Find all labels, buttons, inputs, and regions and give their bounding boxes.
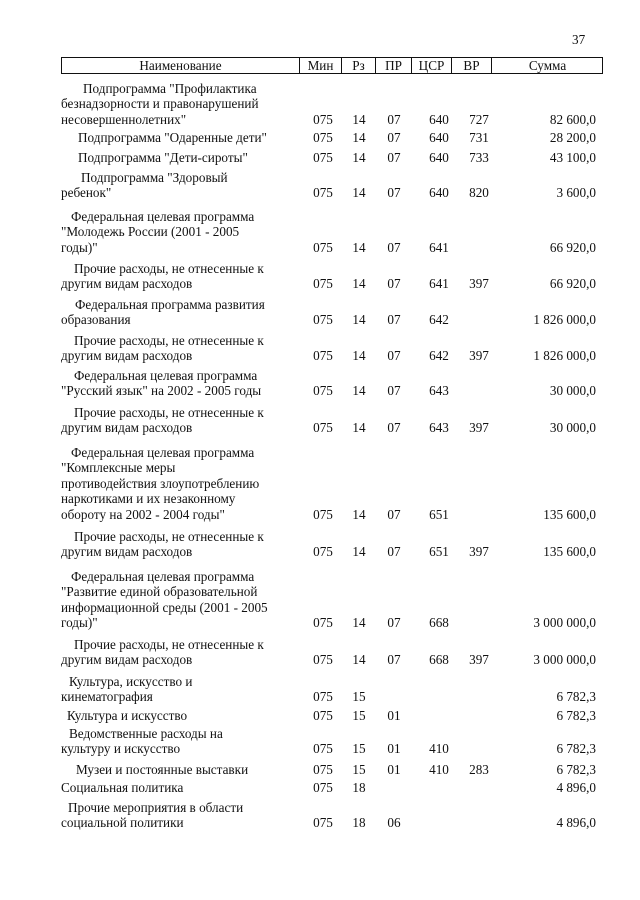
row-name [61,297,286,328]
table-row [0,726,640,757]
row-name-line: другим видам расходов [61,348,193,364]
row-name-line: Прочие расходы, не отнесенные к [74,261,264,276]
cell-min: 075 [313,506,333,522]
cell-rz: 14 [352,276,366,292]
cell-vr: 397 [469,544,489,560]
row-name-line: Ведомственные расходы на [69,726,223,741]
table-row [0,800,640,831]
page-number: 37 [572,32,586,47]
cell-rz: 14 [352,544,366,560]
cell-rz: 14 [352,239,366,255]
cell-min: 075 [313,779,333,795]
cell-min: 075 [313,276,333,292]
row-name-line: "Развитие единой образовательной [61,584,258,600]
cell-min: 075 [313,129,333,145]
cell-min: 075 [313,420,333,436]
row-name [61,333,286,364]
cell-sum: 66 920,0 [549,276,596,292]
cell-rz: 18 [352,815,366,831]
row-name [61,81,286,127]
row-name-line: образования [61,312,131,328]
cell-vr: 731 [469,129,489,145]
row-name-line: Прочие расходы, не отнесенные к [74,529,264,544]
cell-csr: 410 [429,761,449,777]
cell-min: 075 [313,689,333,705]
row-name [61,800,286,831]
cell-csr: 641 [429,276,449,292]
cell-pr: 07 [387,129,401,145]
cell-sum: 30 000,0 [549,383,596,399]
cell-sum: 6 782,3 [556,741,596,757]
row-name [61,637,286,668]
cell-rz: 14 [352,506,366,522]
cell-pr: 07 [387,615,401,631]
cell-pr: 01 [387,707,401,723]
cell-rz: 14 [352,420,366,436]
cell-sum: 6 782,3 [556,689,596,705]
cell-pr: 07 [387,276,401,292]
cell-vr: 733 [469,149,489,165]
header-pr: ПР [375,58,411,73]
cell-pr: 07 [387,420,401,436]
cell-rz: 14 [352,312,366,328]
row-name-line: Социальная политика [61,780,184,795]
table-row [0,637,640,668]
cell-vr: 727 [469,111,489,127]
cell-csr: 642 [429,348,449,364]
row-name-line: кинематография [61,689,153,705]
cell-pr: 07 [387,506,401,522]
row-name-line: Подпрограмма "Одаренные дети" [78,130,267,145]
row-name-line: Федеральная целевая программа [74,368,258,383]
cell-csr: 651 [429,544,449,560]
cell-csr: 668 [429,615,449,631]
row-name-line: информационной среды (2001 - 2005 [61,599,268,615]
cell-sum: 43 100,0 [549,149,596,165]
cell-rz: 15 [352,741,366,757]
cell-csr: 641 [429,239,449,255]
table-row [0,780,640,795]
cell-sum: 4 896,0 [556,779,596,795]
cell-rz: 14 [352,383,366,399]
row-name [61,130,286,145]
cell-min: 075 [313,383,333,399]
cell-rz: 14 [352,652,366,668]
cell-min: 075 [313,111,333,127]
cell-csr: 640 [429,129,449,145]
cell-sum: 82 600,0 [549,111,596,127]
row-name [61,529,286,560]
cell-min: 075 [313,615,333,631]
cell-min: 075 [313,761,333,777]
cell-sum: 1 826 000,0 [533,312,596,328]
cell-min: 075 [313,741,333,757]
cell-vr: 820 [469,185,489,201]
cell-pr: 07 [387,149,401,165]
table-row [0,261,640,292]
row-name-line: безнадзорности и правонарушений [61,96,259,112]
cell-vr: 397 [469,348,489,364]
cell-csr: 651 [429,506,449,522]
table-row [0,762,640,777]
cell-csr: 643 [429,383,449,399]
row-name-line: "Русский язык" на 2002 - 2005 годы [61,383,262,399]
cell-rz: 14 [352,111,366,127]
cell-csr: 668 [429,652,449,668]
cell-pr: 07 [387,312,401,328]
row-name-line: социальной политики [61,815,184,831]
row-name-line: ребенок" [61,185,112,201]
row-name [61,445,286,522]
table-row [0,170,640,201]
cell-rz: 14 [352,129,366,145]
cell-pr: 07 [387,239,401,255]
table-row [0,405,640,436]
cell-pr: 07 [387,544,401,560]
row-name-line: "Молодежь России (2001 - 2005 [61,224,240,240]
cell-pr: 07 [387,383,401,399]
cell-pr: 07 [387,185,401,201]
cell-sum: 28 200,0 [549,129,596,145]
row-name-line: Федеральная целевая программа [71,569,255,584]
header-sum: Сумма [491,58,603,73]
cell-min: 075 [313,185,333,201]
cell-pr: 07 [387,652,401,668]
row-name-line: Прочие расходы, не отнесенные к [74,333,264,348]
cell-sum: 135 600,0 [543,506,596,522]
cell-rz: 18 [352,779,366,795]
cell-min: 075 [313,239,333,255]
cell-csr: 410 [429,741,449,757]
cell-rz: 15 [352,707,366,723]
cell-min: 075 [313,348,333,364]
row-name-line: Прочие расходы, не отнесенные к [74,637,264,652]
row-name [61,674,286,705]
cell-min: 075 [313,707,333,723]
cell-pr: 01 [387,761,401,777]
cell-min: 075 [313,312,333,328]
cell-rz: 14 [352,615,366,631]
cell-vr: 397 [469,276,489,292]
table-row [0,209,640,255]
cell-rz: 15 [352,689,366,705]
row-name-line: несовершеннолетних" [61,111,187,127]
row-name [61,780,286,795]
table-row [0,150,640,165]
cell-csr: 640 [429,149,449,165]
header-name: Наименование [139,58,222,73]
cell-rz: 14 [352,149,366,165]
row-name-line: противодействия злоупотреблению [61,475,260,491]
row-name-line: годы)" [61,615,98,631]
cell-min: 075 [313,149,333,165]
row-name-line: Прочие расходы, не отнесенные к [74,405,264,420]
row-name [61,170,286,201]
row-name [61,150,286,165]
header-rz: Рз [341,58,375,73]
cell-sum: 1 826 000,0 [533,348,596,364]
header-vr: ВР [451,58,491,73]
table-row [0,674,640,705]
cell-csr: 640 [429,111,449,127]
cell-sum: 135 600,0 [543,544,596,560]
row-name-line: другим видам расходов [61,544,193,560]
row-name [61,708,286,723]
row-name [61,368,286,399]
table-row [0,368,640,399]
row-name-line: Подпрограмма "Дети-сироты" [78,150,248,165]
row-name-line: Прочие мероприятия в области [68,800,244,815]
row-name-line: Федеральная программа развития [75,297,265,312]
row-name-line: годы)" [61,239,98,255]
cell-sum: 3 000 000,0 [533,652,596,668]
table-row [0,81,640,127]
row-name [61,762,286,777]
header-min: Мин [299,58,341,73]
cell-vr: 397 [469,652,489,668]
row-name-line: Культура, искусство и [69,674,193,689]
cell-sum: 30 000,0 [549,420,596,436]
row-name-line: Подпрограмма "Профилактика [83,81,257,96]
row-name [61,569,286,631]
row-name [61,405,286,436]
table-row [0,708,640,723]
header-csr: ЦСР [411,58,451,73]
cell-min: 075 [313,815,333,831]
row-name-line: другим видам расходов [61,276,193,292]
cell-min: 075 [313,652,333,668]
cell-sum: 3 000 000,0 [533,615,596,631]
cell-min: 075 [313,544,333,560]
cell-rz: 15 [352,761,366,777]
row-name [61,726,286,757]
cell-csr: 643 [429,420,449,436]
cell-csr: 642 [429,312,449,328]
table-row [0,130,640,145]
row-name [61,209,286,255]
table-row [0,297,640,328]
row-name [61,261,286,292]
cell-vr: 397 [469,420,489,436]
row-name-line: культуру и искусство [61,741,181,757]
cell-pr: 07 [387,348,401,364]
row-name-line: Федеральная целевая программа [71,209,255,224]
row-name-line: другим видам расходов [61,420,193,436]
cell-vr: 283 [469,761,489,777]
row-name-line: другим видам расходов [61,652,193,668]
row-name-line: наркотиками и их незаконному [61,491,236,507]
row-name-line: "Комплексные меры [61,460,176,476]
cell-sum: 6 782,3 [556,761,596,777]
cell-pr: 06 [387,815,401,831]
table-row [0,445,640,522]
row-name-line: Федеральная целевая программа [71,445,255,460]
row-name-line: Музеи и постоянные выставки [76,762,249,777]
cell-sum: 4 896,0 [556,815,596,831]
cell-rz: 14 [352,348,366,364]
row-name-line: Подпрограмма "Здоровый [81,170,228,185]
cell-sum: 6 782,3 [556,707,596,723]
row-name-line: Культура и искусство [67,708,188,723]
cell-pr: 07 [387,111,401,127]
cell-pr: 01 [387,741,401,757]
cell-csr: 640 [429,185,449,201]
table-row [0,569,640,631]
table-row [0,529,640,560]
cell-rz: 14 [352,185,366,201]
cell-sum: 3 600,0 [556,185,596,201]
table-row [0,333,640,364]
cell-sum: 66 920,0 [549,239,596,255]
row-name-line: обороту на 2002 - 2004 годы" [61,506,225,522]
